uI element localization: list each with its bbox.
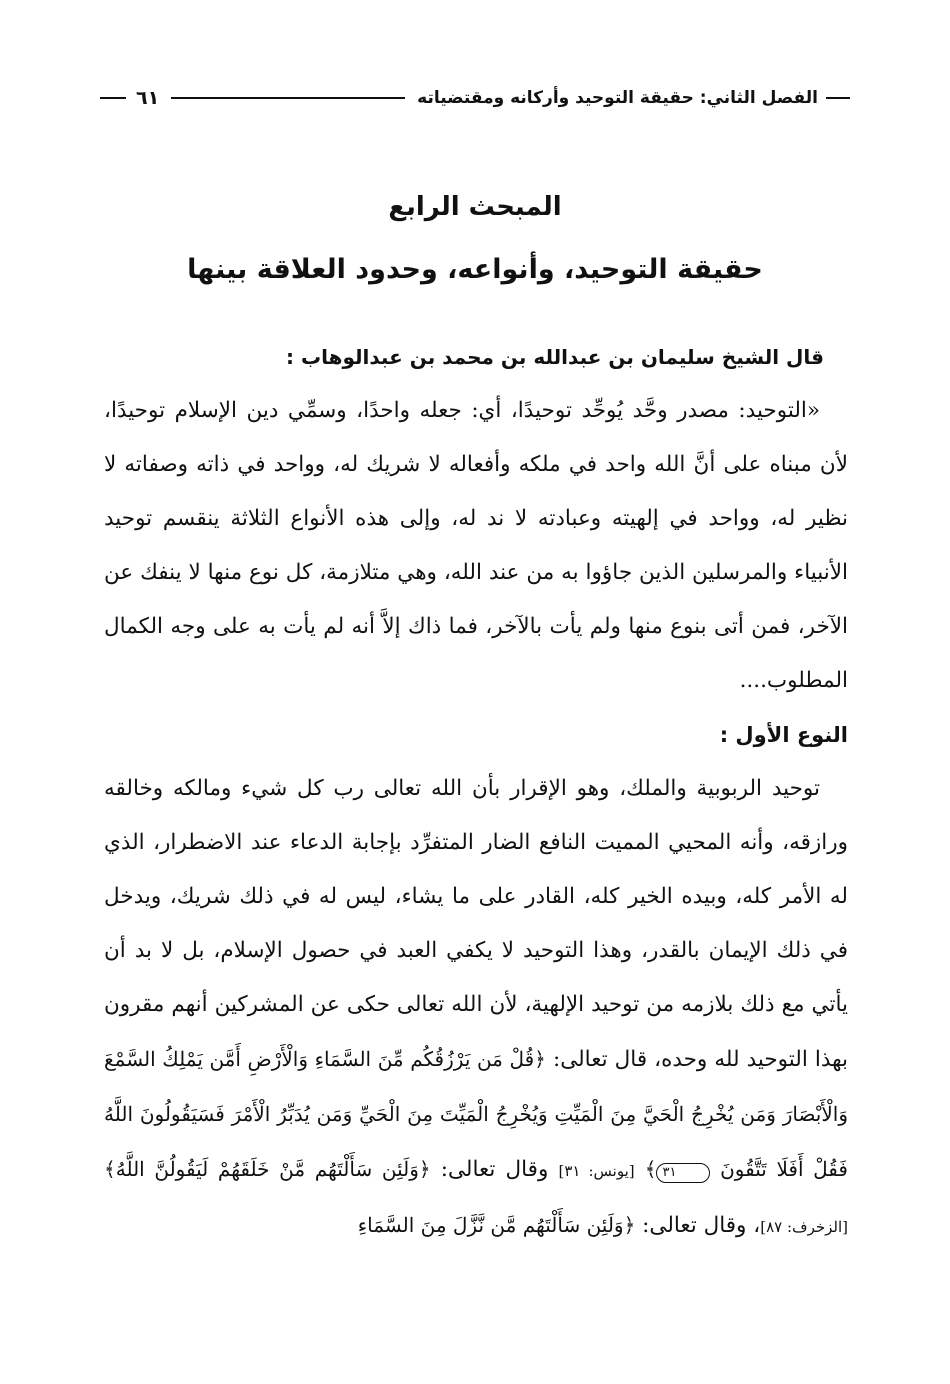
section-heading: المبحث الرابع [388,192,562,222]
first-type-paragraph [104,762,848,1254]
author-intro: قال الشيخ سليمان بن عبدالله بن محمد بن عبدالوهاب : [286,345,824,369]
quote-paragraph: «التوحيد: مصدر وحَّد يُوحِّد توحيدًا، أي: جعله واحدًا، وسمِّي دين الإسلام توحيدًا، لأن مبناه على أنَّ الله واحد في ملكه وأفعاله لا شريك له، وواحد في ذاته وصفاته لا نظير له، وواحد في إلهيته وعبادته لا ند له، وإلى هذه الأنواع الثلاثة ينقسم توحيد الأنبياء والمرسلين الذين جاؤوا به من عند الله، وهي متلازمة، كل نوع منها لا ينفك عن الآخر، فمن أتى بنوع منها ولم يأت بالآخر، فما ذاك إلاَّ أنه لم يأت به على وجه الكمال المطلوب.... [104,398,848,693]
header-rule [171,97,405,99]
body-text [104,330,848,1254]
connector-2: ، وقال تعالى: [642,1213,761,1238]
verse-yunus-ref: [يونس: ٣١] [558,1162,635,1180]
verse-third: ﴿وَلَئِن سَأَلْتَهُم مَّن نَّزَّلَ مِنَ السَّمَاءِ [357,1213,636,1237]
page-number: ٦١ [136,87,160,109]
first-type-text: توحيد الربوبية والملك، وهو الإقرار بأن الله تعالى رب كل شيء ومالكه وخالقه ورازقه، وأنه المحيي المميت النافع الضار المتفرِّد بإجابة الدعاء عند الاضطرار، الذي له الأمر كله، وبيده الخير كله، القادر على ما يشاء، ليس له في ذلك شريك، ويدخل في ذلك الإيمان بالقدر، وهذا التوحيد لا يكفي العبد في حصول الإسلام، بل لا بد أن يأتي مع ذلك بلازمه من توحيد الإلهية، لأن الله تعالى حكى عن المشركين أنهم مقرون بهذا التوحيد لله وحده، قال تعالى: [104,776,848,1072]
verse-yunus-text: ﴿قُلْ مَن يَرْزُقُكُم مِّنَ السَّمَاءِ وَالْأَرْضِ أَمَّن يَمْلِكُ السَّمْعَ وَالْأَبْصَارَ وَمَن يُخْرِجُ الْحَيَّ مِنَ الْمَيِّتِ وَيُخْرِجُ الْمَيِّتَ مِنَ الْحَيِّ وَمَن يُدَبِّرُ الْأَمْرَ فَسَيَقُولُونَ اللَّهُ فَقُلْ أَفَلَا تَتَّقُونَ [104,1047,848,1181]
running-header [100,78,850,118]
header-dash-left [100,97,126,99]
verse-zukhruf: ﴿وَلَئِن سَأَلْتَهُم مَّنْ خَلَقَهُمْ لَيَقُولُنَّ اللَّهُ﴾ [104,1157,431,1181]
section-subtitle: حقيقة التوحيد، وأنواعه، وحدود العلاقة بينها [187,254,763,285]
header-dash-right [826,97,850,99]
verse-zukhruf-ref: [الزخرف: ٨٧] [760,1218,848,1236]
chapter-title: الفصل الثاني: حقيقة التوحيد وأركانه ومقتضياته [417,88,818,108]
verse-yunus: ﴿قُلْ مَن يَرْزُقُكُم مِّنَ السَّمَاءِ وَالْأَرْضِ أَمَّن يَمْلِكُ السَّمْعَ وَالْأَبْصَارَ وَمَن يُخْرِجُ الْحَيَّ مِنَ الْمَيِّتِ وَيُخْرِجُ الْمَيِّتَ مِنَ الْحَيِّ وَمَن يُدَبِّرُ الْأَمْرَ فَسَيَقُولُونَ اللَّهُ فَقُلْ أَفَلَا تَتَّقُونَ ٣١﴾ [104,1047,848,1181]
connector-1: وقال تعالى: [440,1157,549,1182]
first-type-heading: النوع الأول : [719,723,848,747]
ayah-number-marker: ٣١ [656,1163,710,1183]
